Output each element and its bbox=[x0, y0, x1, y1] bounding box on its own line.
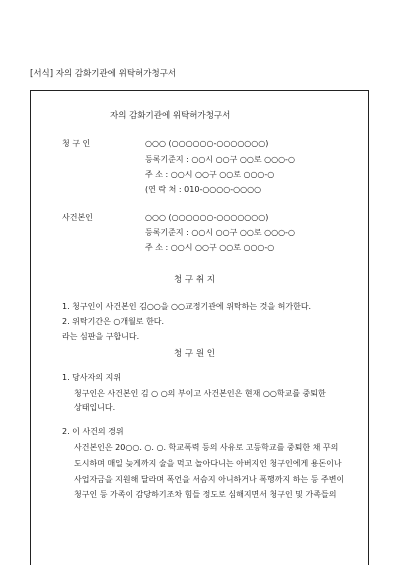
purpose-closing: 라는 심판을 구합니다. bbox=[62, 332, 140, 341]
claimant-registered-address: 등록기준지 : ○○시 ○○구 ○○로 ○○○-○ bbox=[145, 155, 295, 164]
document-title: 자의 감화기관에 위탁허가청구서 bbox=[110, 111, 231, 121]
claimant-name: ○○○ (○○○○○○-○○○○○○○) bbox=[145, 139, 269, 148]
cause-section-1-title: 1. 당사자의 지위 bbox=[62, 373, 122, 382]
principal-label: 사건본인 bbox=[62, 213, 93, 222]
principal-registered-address: 등록기준지 : ○○시 ○○구 ○○로 ○○○-○ bbox=[145, 228, 295, 237]
cause-heading: 청 구 원 인 bbox=[174, 349, 215, 359]
purpose-item: 1. 청구인이 사건본인 김○○을 ○○교정기관에 위탁하는 것을 허가한다. bbox=[62, 302, 312, 311]
cause-section-2-line: 사건본인은 20○○. ○. ○. 학교폭력 등의 사유로 고등학교를 중퇴한 채 꾸의 bbox=[74, 443, 339, 452]
principal-address: 주 소 : ○○시 ○○구 ○○로 ○○○-○ bbox=[145, 243, 275, 252]
cause-section-2-title: 2. 이 사건의 경위 bbox=[62, 427, 124, 436]
cause-section-1-line: 상태입니다. bbox=[74, 403, 116, 412]
cause-section-1-line: 청구인은 사건본인 김 ○ ○의 부이고 사건본인은 현재 ○○학교를 중퇴한 bbox=[74, 389, 326, 398]
purpose-heading: 청 구 취 지 bbox=[174, 275, 215, 285]
claimant-label: 청 구 인 bbox=[62, 139, 91, 148]
claimant-contact: (연 락 처 : 010-○○○○-○○○○ bbox=[145, 185, 262, 194]
cause-section-2-line: 청구인 등 가족이 감당하기조차 힘들 정도로 심해지면서 청구인 및 가족들의 bbox=[74, 490, 337, 499]
purpose-item: 2. 위탁기간은 ○개월로 한다. bbox=[62, 317, 165, 326]
document-form-label: [서식] 자의 감화기관에 위탁허가청구서 bbox=[30, 69, 177, 79]
claimant-address: 주 소 : ○○시 ○○구 ○○로 ○○○-○ bbox=[145, 170, 275, 179]
cause-section-2-line: 사업자금을 지원해 달라며 폭언을 서슴지 아니하거나 폭행까지 하는 등 주변이 bbox=[74, 475, 345, 484]
cause-section-2-line: 도시하며 매일 늦게까지 술을 먹고 놀아다니는 아버지인 청구인에게 용돈이나 bbox=[74, 459, 342, 468]
principal-name: ○○○ (○○○○○○-○○○○○○○) bbox=[145, 213, 269, 222]
